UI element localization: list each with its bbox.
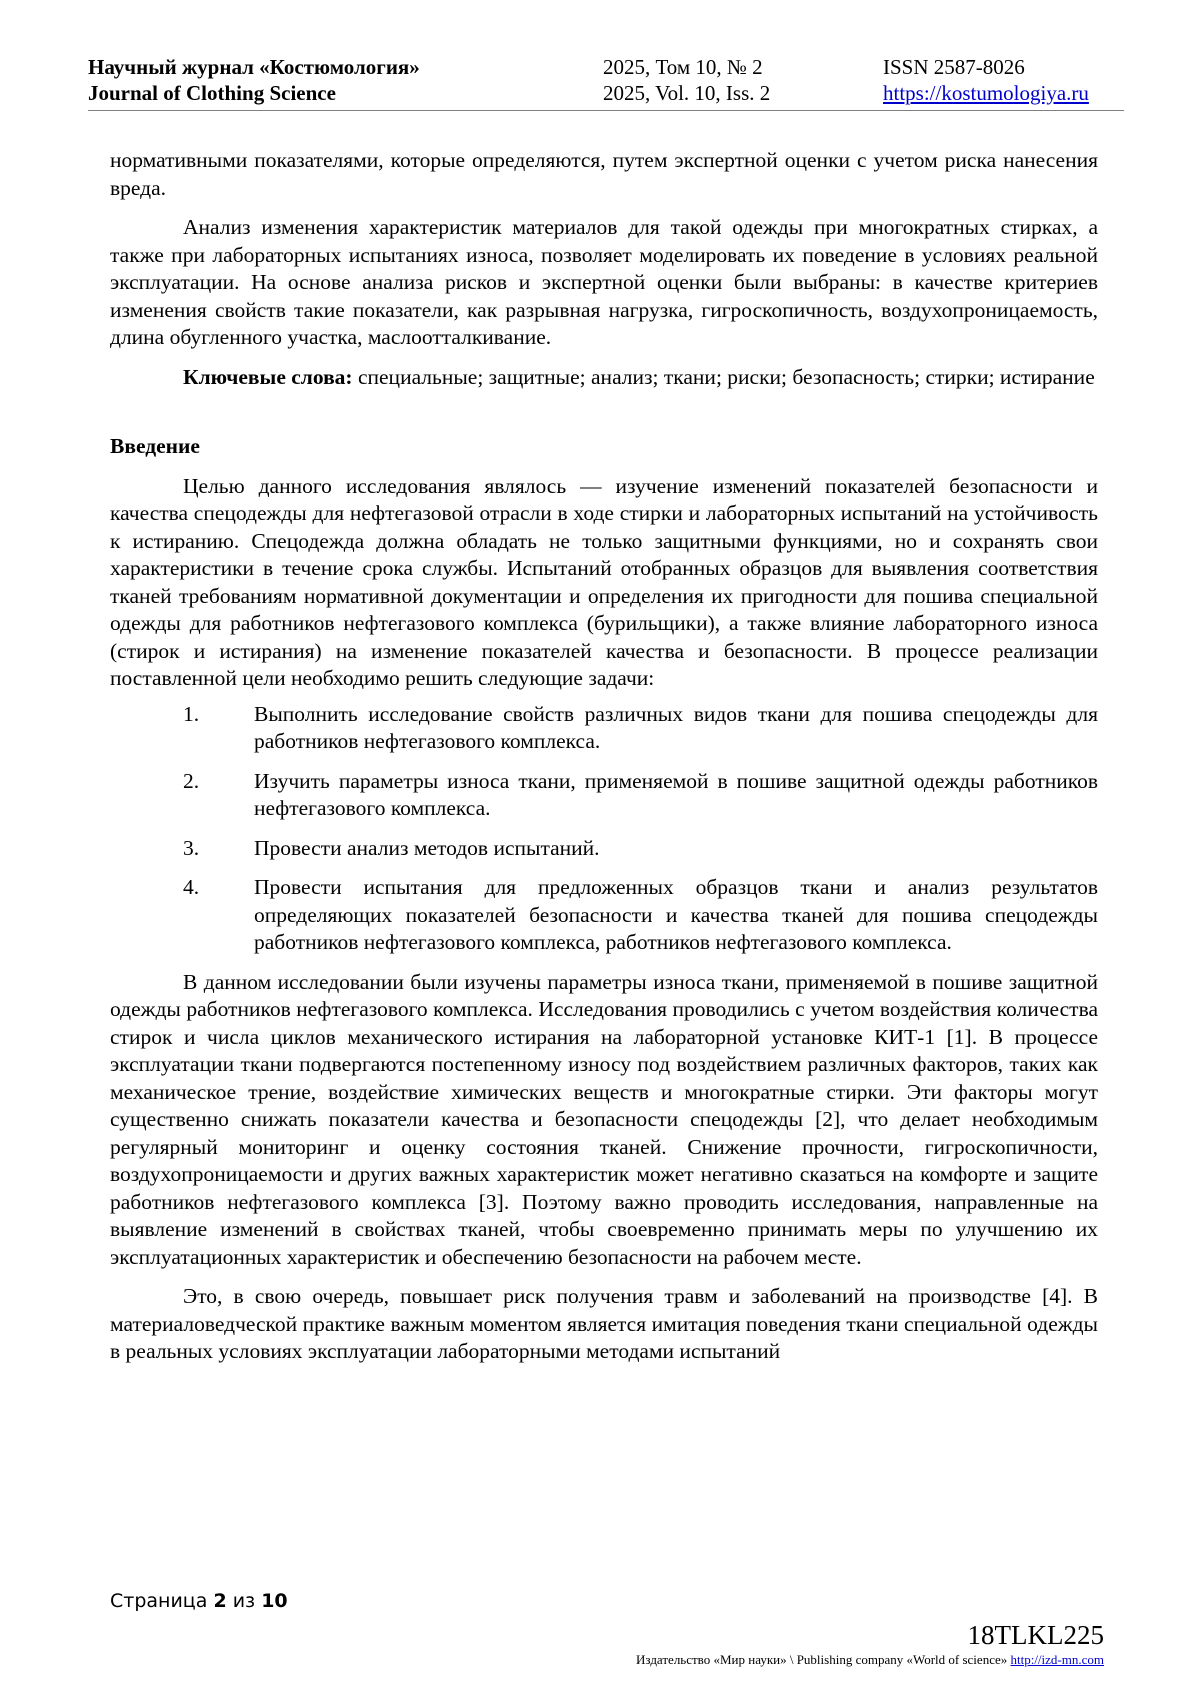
list-item-number: 3.: [183, 835, 200, 860]
journal-title-ru: Научный журнал «Костюмология»: [88, 55, 420, 79]
list-item-text: Провести анализ методов испытаний.: [254, 835, 600, 860]
article-code: 18TLKL225: [967, 1620, 1104, 1650]
list-item: [110, 701, 1098, 756]
abstract-paragraph-1: нормативными показателями, которые определяются, путем экспертной оценки с учетом риска нанесения вреда.: [110, 148, 1098, 200]
list-item: [110, 768, 1098, 823]
tasks-list: [110, 701, 1098, 957]
page-number: [110, 1590, 288, 1612]
list-item-text: Выполнить исследование свойств различных видов ткани для пошива спецодежды для работников нефтегазового комплекса.: [254, 701, 1098, 753]
list-item-number: 4.: [183, 875, 200, 899]
abstract-paragraph-2: Анализ изменения характеристик материалов для такой одежды при многократных стирках, а также при лабораторных испытаниях износа, позволяет моделировать их поведение в условиях реальной эксплуатации. На основе анализа рисков и экспертной оценки были выбраны: в качестве критериев изменения свойств такие показатели, как разрывная нагрузка, гигроскопичность, воздухопроницаемость, длина обугленного участка, маслоотталкивание.: [110, 215, 1098, 349]
keywords-label: Ключевые слова:: [183, 364, 353, 389]
journal-url-link[interactable]: https://kostumologiya.ru: [883, 81, 1089, 105]
intro-paragraph-2: В данном исследовании были изучены параметры износа ткани, применяемой в пошиве защитной одежды работников нефтегазового комплекса. Исследования проводились с учетом воздействия количества стирок и числа циклов механического истирания на лабораторной установке КИТ-1 [1]. В процессе эксплуатации ткани подвергаются постепенному износу под воздействием различных факторов, таких как механическое трение, воздействие химических веществ и многократные стирки. Эти факторы могут существенно снижать показатели качества и безопасности спецодежды [2], что делает необходимым регулярный мониторинг и оценку состояния тканей. Снижение прочности, гигроскопичности, воздухопроницаемости и других важных характеристик может негативно сказаться на комфорте и защите работников нефтегазового комплекса [3]. Поэтому важно проводить исследования, направленные на выявление изменений в свойствах тканей, чтобы своевременно принимать меры по улучшению их эксплуатационных характеристик и обеспечению безопасности на рабочем месте.: [110, 969, 1098, 1269]
issn-block: [883, 54, 1089, 106]
page-total: 10: [261, 1590, 288, 1612]
list-item-number: 2.: [183, 768, 200, 793]
keywords-paragraph: [110, 364, 1098, 392]
header-divider: [88, 110, 1124, 111]
keywords-list: специальные; защитные; анализ; ткани; риски; безопасность; стирки; истирание: [352, 364, 1095, 389]
article-body: [110, 147, 1098, 1378]
list-item-text: Изучить параметры износа ткани, применяемой в пошиве защитной одежды работников нефтегазового комплекса.: [254, 768, 1098, 820]
publisher-url-link[interactable]: http://izd-mn.com: [1010, 1652, 1104, 1667]
list-item: [110, 835, 1098, 863]
intro-paragraph-3: Это, в свою очередь, повышает риск получения травм и заболеваний на производстве [4]. В материаловедческой практике важным моментом является имитация поведения ткани специальной одежды в реальных условиях эксплуатации лабораторными методами испытаний: [110, 1284, 1098, 1363]
page-word: Страница: [110, 1590, 214, 1612]
publisher-line: [636, 1652, 1104, 1668]
page-current: 2: [213, 1590, 227, 1612]
section-heading-introduction: Введение: [110, 434, 200, 458]
issue-ru: 2025, Том 10, № 2: [603, 55, 763, 79]
publisher-name: Издательство «Мир науки» \ Publishing company «World of science»: [636, 1652, 1011, 1667]
journal-title-block: [88, 54, 420, 106]
page-of: из: [226, 1590, 262, 1612]
issue-block: [603, 54, 770, 106]
issn: ISSN 2587-8026: [883, 55, 1025, 79]
list-item: [110, 874, 1098, 957]
intro-paragraph-1: Целью данного исследования являлось — изучение изменений показателей безопасности и качества спецодежды для нефтегазовой отрасли в ходе стирки и лабораторных испытаний на устойчивость к истиранию. Спецодежда должна обладать не только защитными функциями, но и сохранять свои характеристики в течение срока службы. Испытаний отобранных образцов для выявления соответствия тканей требованиям нормативной документации и определения их пригодности для пошива специальной одежды для работников нефтегазового комплекса (бурильщики), а также влияние лабораторного износа (стирок и истирания) на изменение показателей качества и безопасности. В процессе реализации поставленной цели необходимо решить следующие задачи:: [110, 473, 1098, 690]
list-item-number: 1.: [183, 701, 200, 726]
list-item-text: Провести испытания для предложенных образцов ткани и анализ результатов определяющих показателей безопасности и качества тканей для пошива спецодежды работников нефтегазового комплекса, работников нефтегазового комплекса.: [254, 875, 1098, 954]
issue-en: 2025, Vol. 10, Iss. 2: [603, 81, 771, 105]
journal-title-en: Journal of Clothing Science: [88, 81, 336, 105]
journal-header: [88, 54, 1124, 112]
